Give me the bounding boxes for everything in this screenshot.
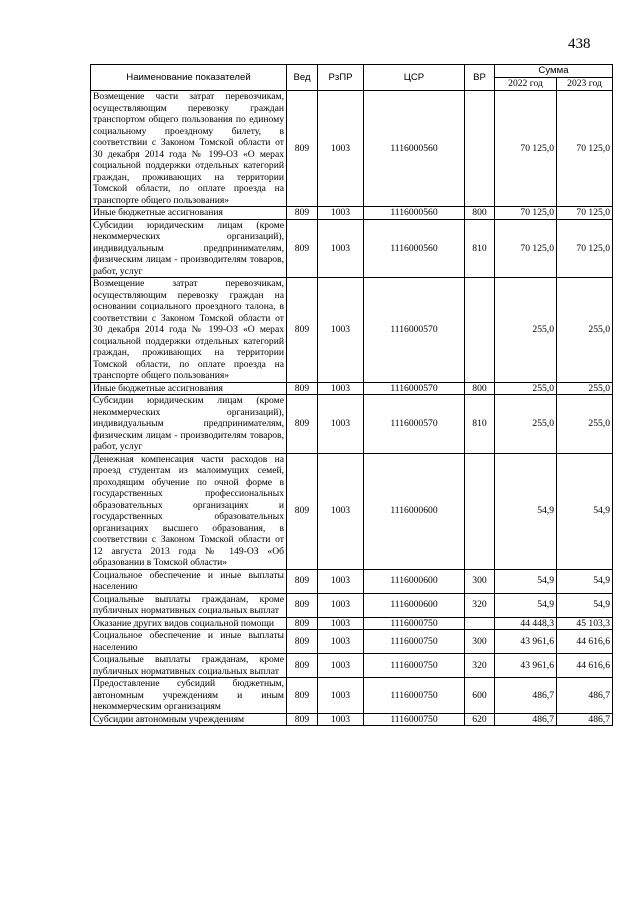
cell-vr: 800 (465, 207, 495, 220)
cell-y2023: 54,9 (557, 569, 613, 593)
cell-csr: 1116000600 (364, 569, 465, 593)
cell-ved: 809 (287, 278, 318, 383)
cell-y2022: 54,9 (495, 593, 557, 617)
cell-ved: 809 (287, 630, 318, 654)
cell-vr (465, 453, 495, 569)
cell-csr: 1116000560 (364, 91, 465, 207)
table-row (91, 453, 613, 569)
cell-y2022: 486,7 (495, 713, 557, 726)
cell-vr: 810 (465, 395, 495, 454)
cell-y2023: 486,7 (557, 678, 613, 714)
header-name: Наименование показателей (91, 65, 287, 91)
cell-y2022: 255,0 (495, 395, 557, 454)
cell-name: Социальное обеспечение и иные выплаты населению (91, 569, 287, 593)
cell-csr: 1116000570 (364, 382, 465, 395)
header-vr: ВР (465, 65, 495, 91)
cell-rzpr: 1003 (318, 569, 364, 593)
cell-y2023: 486,7 (557, 713, 613, 726)
cell-y2022: 44 448,3 (495, 617, 557, 630)
cell-vr: 620 (465, 713, 495, 726)
cell-vr: 300 (465, 569, 495, 593)
cell-vr: 300 (465, 630, 495, 654)
cell-name: Возмещение части затрат перевозчикам, осуществляющим перевозку граждан транспортом общего пользования по единому социальному проездному билету, в соответствии с Законом Томской области от 30 декабря 2014 года № 199-ОЗ «О мерах социальной поддержки отдельных категорий граждан, проживающих на территории Томской области, по оплате проезда на транспорте общего пользования» (91, 91, 287, 207)
cell-rzpr: 1003 (318, 207, 364, 220)
cell-csr: 1116000750 (364, 654, 465, 678)
cell-y2022: 255,0 (495, 278, 557, 383)
cell-y2022: 255,0 (495, 382, 557, 395)
cell-csr: 1116000750 (364, 630, 465, 654)
cell-csr: 1116000600 (364, 453, 465, 569)
cell-vr (465, 617, 495, 630)
cell-rzpr: 1003 (318, 713, 364, 726)
budget-table (90, 64, 613, 726)
cell-ved: 809 (287, 207, 318, 220)
cell-name: Социальное обеспечение и иные выплаты населению (91, 630, 287, 654)
table-row (91, 278, 613, 383)
cell-y2022: 43 961,6 (495, 630, 557, 654)
table-row (91, 219, 613, 278)
cell-ved: 809 (287, 219, 318, 278)
cell-y2022: 43 961,6 (495, 654, 557, 678)
cell-ved: 809 (287, 678, 318, 714)
header-rzpr: РзПР (318, 65, 364, 91)
cell-vr: 320 (465, 593, 495, 617)
cell-ved: 809 (287, 654, 318, 678)
cell-rzpr: 1003 (318, 382, 364, 395)
cell-csr: 1116000750 (364, 713, 465, 726)
cell-rzpr: 1003 (318, 219, 364, 278)
cell-vr: 810 (465, 219, 495, 278)
cell-ved: 809 (287, 593, 318, 617)
table-row (91, 382, 613, 395)
cell-rzpr: 1003 (318, 91, 364, 207)
header-2023: 2023 год (557, 78, 613, 91)
cell-csr: 1116000570 (364, 278, 465, 383)
table-row (91, 654, 613, 678)
cell-y2023: 255,0 (557, 278, 613, 383)
table-row (91, 713, 613, 726)
cell-name: Иные бюджетные ассигнования (91, 382, 287, 395)
cell-rzpr: 1003 (318, 617, 364, 630)
table-header (91, 65, 613, 91)
cell-y2023: 54,9 (557, 453, 613, 569)
cell-ved: 809 (287, 713, 318, 726)
table-row (91, 630, 613, 654)
cell-name: Иные бюджетные ассигнования (91, 207, 287, 220)
cell-vr: 800 (465, 382, 495, 395)
cell-y2023: 255,0 (557, 395, 613, 454)
cell-ved: 809 (287, 382, 318, 395)
header-ved: Вед (287, 65, 318, 91)
cell-y2022: 70 125,0 (495, 219, 557, 278)
cell-y2023: 255,0 (557, 382, 613, 395)
cell-ved: 809 (287, 453, 318, 569)
cell-rzpr: 1003 (318, 278, 364, 383)
page-number: 438 (568, 36, 591, 52)
cell-rzpr: 1003 (318, 453, 364, 569)
cell-y2023: 45 103,3 (557, 617, 613, 630)
cell-csr: 1116000560 (364, 219, 465, 278)
table-row (91, 617, 613, 630)
cell-vr (465, 278, 495, 383)
cell-name: Возмещение затрат перевозчикам, осуществляющим перевозку граждан на основании социального проездного талона, в соответствии с Законом Томской области от 30 декабря 2014 года № 199-ОЗ «О мерах социальной поддержки отдельных категорий граждан, проживающих на территории Томской области, по оплате проезда на транспорте общего пользования» (91, 278, 287, 383)
cell-rzpr: 1003 (318, 654, 364, 678)
cell-y2022: 54,9 (495, 453, 557, 569)
cell-ved: 809 (287, 395, 318, 454)
table-row (91, 569, 613, 593)
header-sum: Сумма (495, 65, 613, 78)
cell-y2023: 70 125,0 (557, 91, 613, 207)
cell-name: Субсидии юридическим лицам (кроме некоммерческих организаций), индивидуальным предпринимателям, физическим лицам - производителям товаров, работ, услуг (91, 395, 287, 454)
cell-name: Социальные выплаты гражданам, кроме публичных нормативных социальных выплат (91, 654, 287, 678)
cell-vr (465, 91, 495, 207)
cell-csr: 1116000570 (364, 395, 465, 454)
header-csr: ЦСР (364, 65, 465, 91)
cell-name: Субсидии автономным учреждениям (91, 713, 287, 726)
cell-y2023: 44 616,6 (557, 630, 613, 654)
cell-name: Оказание других видов социальной помощи (91, 617, 287, 630)
cell-y2022: 486,7 (495, 678, 557, 714)
table-row (91, 593, 613, 617)
cell-csr: 1116000560 (364, 207, 465, 220)
cell-y2023: 44 616,6 (557, 654, 613, 678)
cell-csr: 1116000750 (364, 678, 465, 714)
table-row (91, 91, 613, 207)
cell-name: Денежная компенсация части расходов на проезд студентам из малоимущих семей, проходящим обучение по очной форме в государственных профессиональных образовательных организациях и государственных образовательных организациях высшего образования, в соответствии с Законом Томской области от 12 августа 2013 года № 149-ОЗ «Об образовании в Томской области» (91, 453, 287, 569)
cell-name: Предоставление субсидий бюджетным, автономным учреждениям и иным некоммерческим организациям (91, 678, 287, 714)
cell-csr: 1116000750 (364, 617, 465, 630)
cell-ved: 809 (287, 617, 318, 630)
table-row (91, 207, 613, 220)
cell-rzpr: 1003 (318, 395, 364, 454)
cell-rzpr: 1003 (318, 678, 364, 714)
cell-y2023: 70 125,0 (557, 207, 613, 220)
cell-rzpr: 1003 (318, 630, 364, 654)
cell-y2023: 70 125,0 (557, 219, 613, 278)
cell-rzpr: 1003 (318, 593, 364, 617)
cell-vr: 320 (465, 654, 495, 678)
cell-csr: 1116000600 (364, 593, 465, 617)
cell-y2022: 70 125,0 (495, 91, 557, 207)
cell-y2023: 54,9 (557, 593, 613, 617)
table-row (91, 678, 613, 714)
cell-y2022: 54,9 (495, 569, 557, 593)
header-2022: 2022 год (495, 78, 557, 91)
cell-name: Субсидии юридическим лицам (кроме некоммерческих организаций), индивидуальным предпринимателям, физическим лицам - производителям товаров, работ, услуг (91, 219, 287, 278)
table-body (91, 91, 613, 726)
cell-name: Социальные выплаты гражданам, кроме публичных нормативных социальных выплат (91, 593, 287, 617)
table-row (91, 395, 613, 454)
cell-y2022: 70 125,0 (495, 207, 557, 220)
cell-vr: 600 (465, 678, 495, 714)
cell-ved: 809 (287, 91, 318, 207)
cell-ved: 809 (287, 569, 318, 593)
